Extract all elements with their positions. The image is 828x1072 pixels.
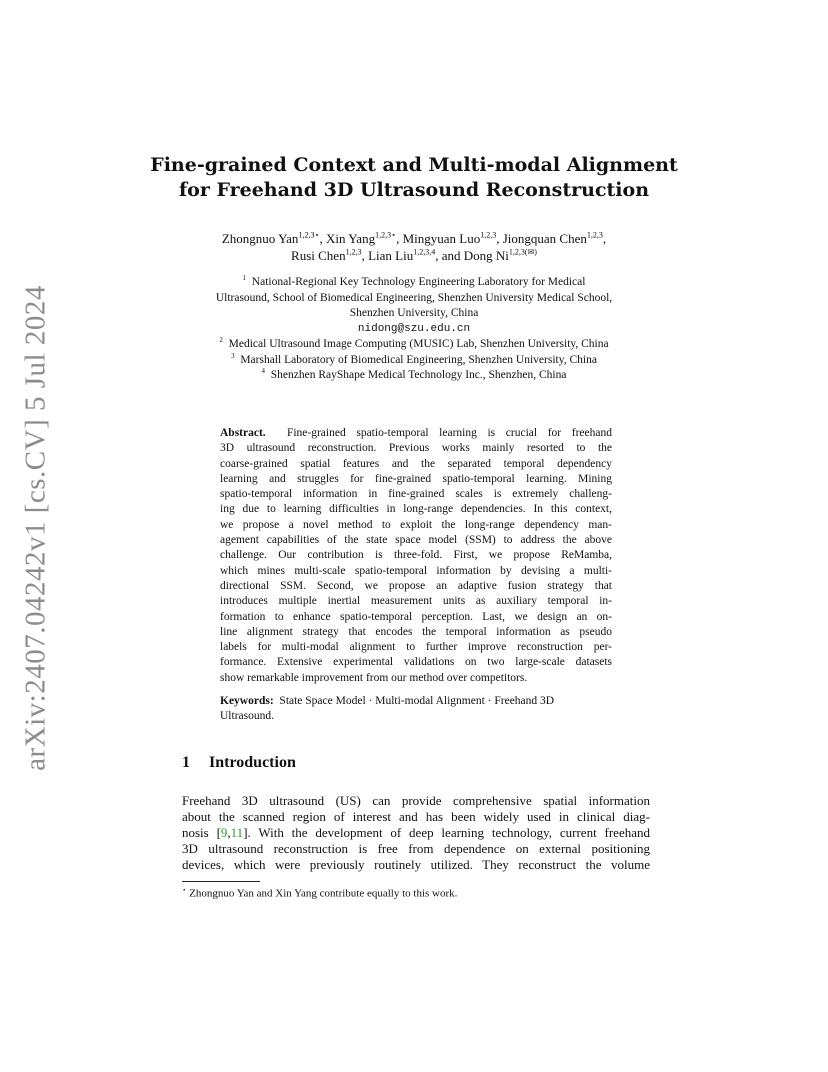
footnote	[182, 886, 457, 900]
footnote-rule	[182, 881, 260, 882]
keywords-line	[220, 694, 612, 709]
author-name: Mingyuan Luo	[402, 231, 481, 246]
affiliation-2	[150, 337, 678, 353]
affiliation-number: 2	[219, 336, 223, 345]
affiliation-text: Marshall Laboratory of Biomedical Engineering, Shenzhen University, China	[240, 353, 597, 366]
author-separator: ,	[361, 248, 369, 263]
contact-email[interactable]: nidong@szu.edu.cn	[357, 322, 471, 335]
author-name: Xin Yang	[325, 231, 376, 246]
abstract-line: formation to enhance spatio-temporal perception. Last, we design an on-	[220, 610, 612, 623]
abstract-line: coarse-grained spatial features and the separated temporal dependency	[220, 457, 612, 470]
author-affil-sup: 1,2,3	[480, 230, 497, 240]
author-name: Lian Liu	[368, 248, 414, 263]
body-line: about the scanned region of interest and has been widely used in clinical diag-	[182, 809, 650, 824]
author-name: Zhongnuo Yan	[221, 231, 299, 246]
author-separator: ,	[319, 231, 326, 246]
keywords-line: Ultrasound.	[220, 710, 274, 723]
affiliation-number: 4	[261, 367, 266, 376]
body-text: ,	[227, 825, 231, 840]
citation-link[interactable]: 11	[230, 825, 244, 840]
keywords-label: Keywords:	[220, 695, 274, 707]
body-line: Freehand 3D ultrasound (US) can provide comprehensive spatial information	[182, 793, 650, 808]
body-line: devices, which were previously routinely utilized. They reconstruct the volume	[182, 857, 650, 872]
affiliation-3	[150, 353, 678, 369]
author-separator: ,	[396, 231, 403, 246]
author-separator: ,	[602, 231, 607, 246]
abstract-line: we propose a novel method to exploit the long-range dependency man-	[220, 518, 612, 531]
abstract-line: labels for multi-modal alignment to further improve reconstruction per-	[220, 641, 612, 654]
abstract-line: which mines multi-scale spatio-temporal information by devising a multi-	[220, 564, 612, 577]
keywords-text: State Space Model · Multi-modal Alignment · Freehand 3D	[279, 695, 555, 707]
abstract-line: directional SSM. Second, we propose an adaptive fusion strategy that	[220, 579, 612, 592]
author-line-1	[150, 230, 678, 247]
section-title: Introduction	[209, 754, 296, 771]
abstract-line: line alignment strategy that encodes the temporal information as pseudo	[220, 625, 612, 638]
arxiv-identifier: arXiv:2407.04242v1 [cs.CV] 5 Jul 2024	[19, 285, 52, 771]
author-affil-sup: 1,2,3⋆	[298, 230, 320, 240]
body-text: nosis [	[182, 825, 221, 840]
abstract-line: challenge. Our contribution is three-fold. First, we propose ReMamba,	[220, 549, 612, 562]
abstract-line: show remarkable improvement from our method over competitors.	[220, 671, 528, 684]
abstract-text: Fine-grained spatio-temporal learning is crucial for freehand	[286, 427, 612, 439]
author-affil-sup: 1,2,3(✉)	[508, 247, 537, 257]
author-separator: , and	[435, 248, 464, 263]
abstract-line: 3D ultrasound reconstruction. Previous works mainly resorted to the	[220, 442, 612, 455]
abstract-line: formance. Extensive experimental validations on two large-scale datasets	[220, 656, 612, 669]
abstract-line: learning and struggles for fine-grained spatio-temporal learning. Mining	[220, 472, 612, 485]
affiliation-number: 1	[242, 274, 247, 283]
footnote-mark: ⋆	[182, 886, 187, 894]
intro-paragraph	[182, 793, 650, 873]
affiliation-4	[150, 368, 678, 384]
author-name: Dong Ni	[463, 248, 509, 263]
author-affil-sup: 1,2,3	[345, 247, 362, 257]
citation-link[interactable]: 9	[220, 825, 228, 840]
author-affil-sup: 1,2,3,4	[413, 247, 436, 257]
section-number: 1	[182, 754, 190, 771]
abstract-line: agement capabilities of the state space model (SSM) to address the above	[220, 534, 612, 547]
author-separator: ,	[496, 231, 503, 246]
body-text: ]. With the development of deep learning technology, current freehand	[243, 825, 650, 840]
abstract-line	[220, 426, 612, 441]
author-affil-sup: 1,2,3	[586, 230, 603, 240]
affiliation-1-line-2: Ultrasound, School of Biomedical Engineering, Shenzhen University Medical School,	[215, 291, 613, 304]
author-affil-sup: 1,2,3⋆	[375, 230, 397, 240]
author-list	[150, 230, 678, 264]
abstract-line: introduces multiple inertial measurement units as auxiliary temporal in-	[220, 595, 612, 608]
paper-title	[140, 153, 688, 203]
affiliation-text: Medical Ultrasound Image Computing (MUSIC) Lab, Shenzhen University, China	[228, 338, 609, 350]
abstract-line: ing due to learning difficulties in long-range dependencies. In this context,	[220, 503, 612, 516]
affiliation-text: Shenzhen RayShape Medical Technology Inc., Shenzhen, China	[270, 369, 567, 381]
title-line-1: Fine-grained Context and Multi-modal Alignment	[150, 154, 678, 176]
affiliation-1-line-1	[150, 275, 678, 291]
footnote-text: Zhongnuo Yan and Xin Yang contribute equally to this work.	[189, 887, 458, 900]
body-line: 3D ultrasound reconstruction is free from dependence on external positioning	[182, 841, 650, 856]
body-line	[182, 825, 650, 841]
affiliation-number: 3	[231, 351, 235, 360]
author-name: Rusi Chen	[291, 248, 346, 263]
title-line-2: for Freehand 3D Ultrasound Reconstruction	[178, 179, 650, 201]
section-heading	[182, 754, 296, 772]
affiliation-1-line-3: Shenzhen University, China	[349, 307, 479, 319]
affiliations	[150, 275, 678, 384]
affiliation-text: National-Regional Key Technology Engineering Laboratory for Medical	[251, 276, 586, 288]
abstract-label: Abstract.	[220, 427, 266, 439]
keywords	[220, 694, 612, 725]
author-name: Jiongquan Chen	[502, 231, 587, 246]
abstract-line: spatio-temporal information in fine-grained scales is extremely challeng-	[220, 488, 612, 501]
author-line-2	[150, 247, 678, 264]
abstract	[220, 426, 612, 686]
